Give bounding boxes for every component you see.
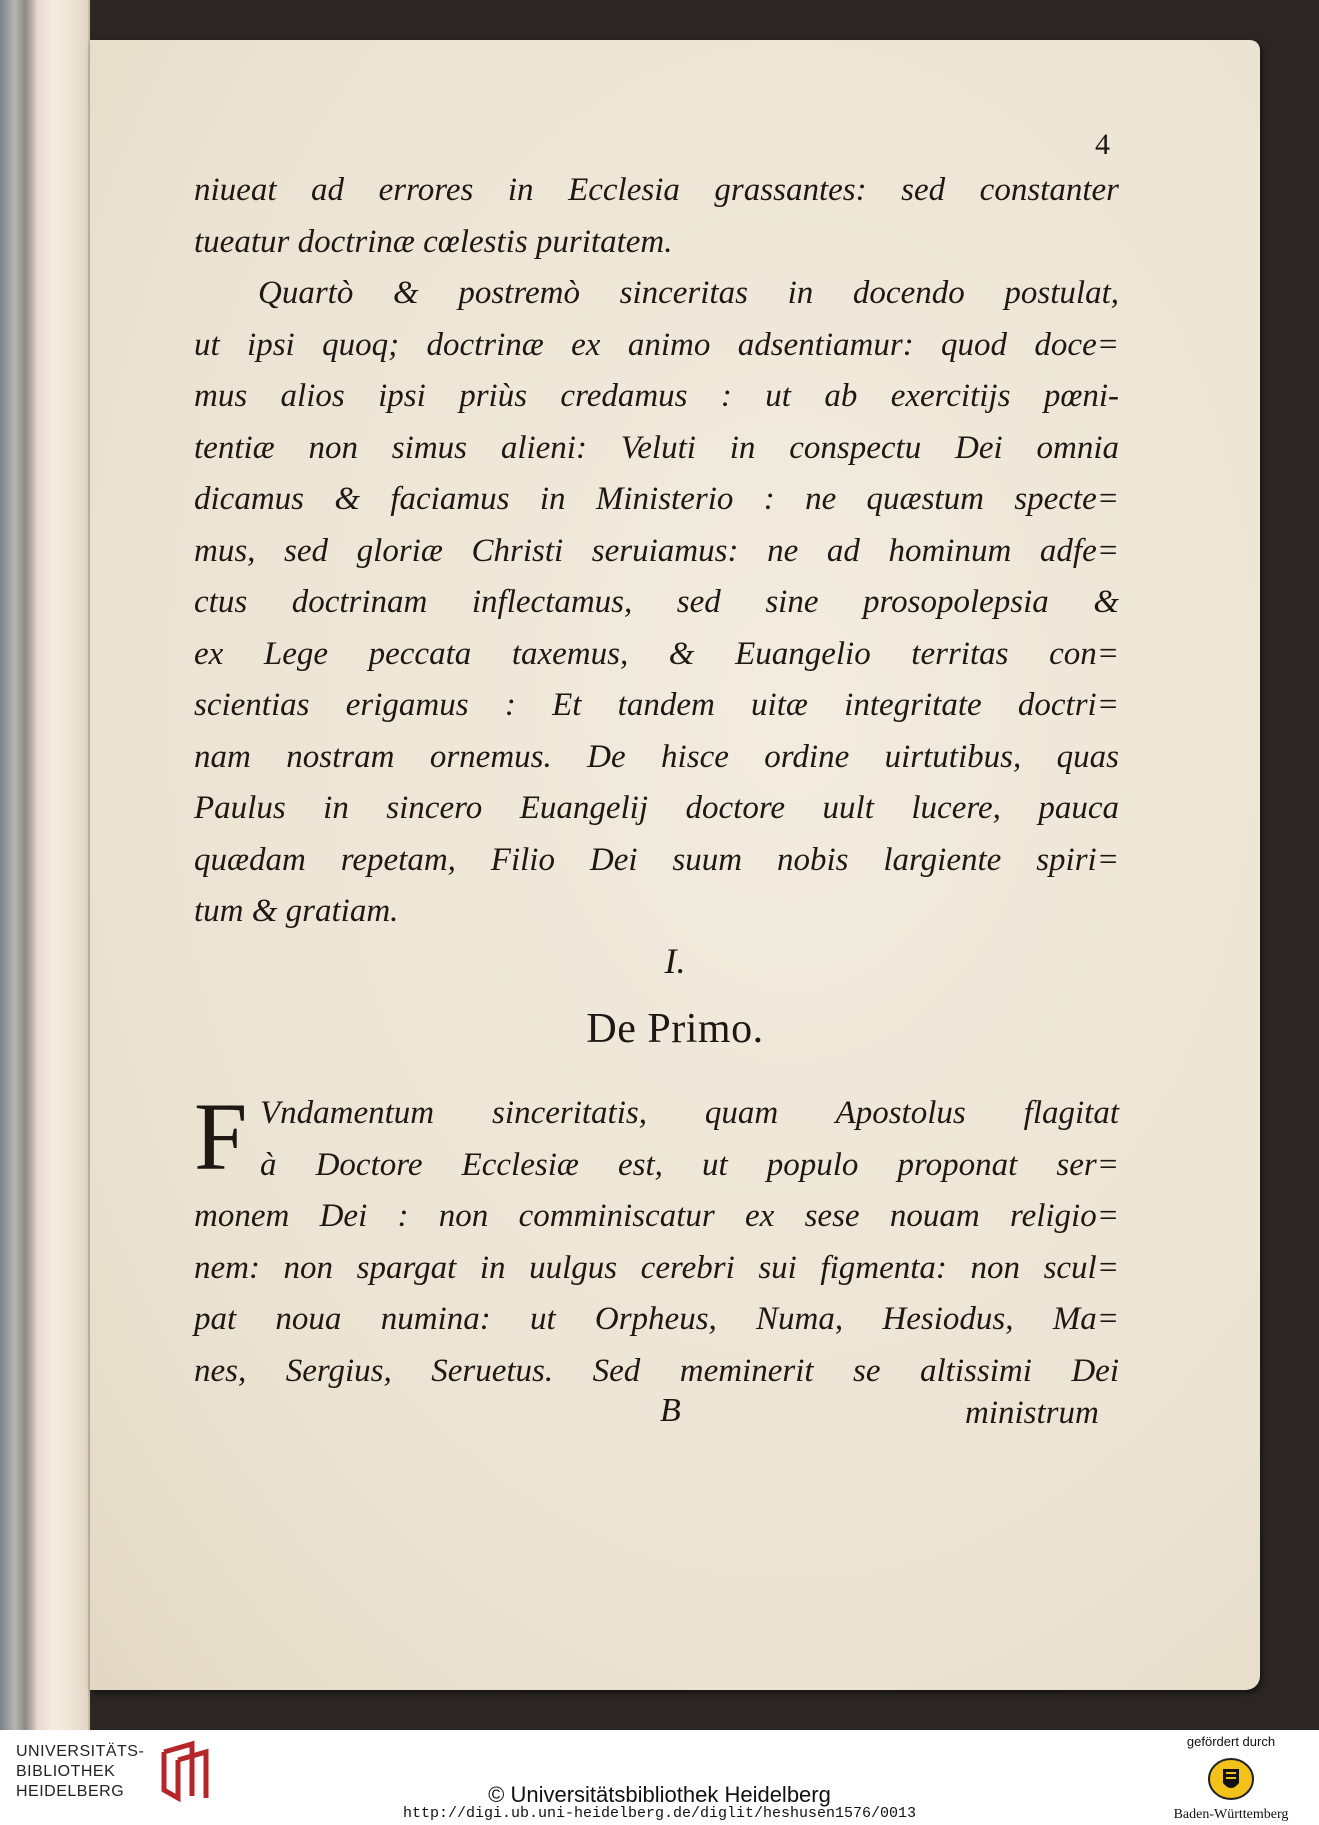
text-line: mus, sed gloriæ Christi seruiamus: ne ad hominum adfe= <box>194 532 1119 569</box>
text-line: nes, Sergius, Seruetus. Sed meminerit se altissimi Dei <box>194 1352 1119 1389</box>
coat-of-arms-icon <box>1207 1755 1255 1803</box>
drop-capital: F <box>194 1083 248 1190</box>
text-line: quædam repetam, Filio Dei suum nobis largiente spiri= <box>194 841 1119 878</box>
text-line: Quartò & postremò sinceritas in docendo postulat, <box>258 275 1119 311</box>
permalink-url[interactable]: http://digi.ub.uni-heidelberg.de/diglit/heshusen1576/0013 <box>402 1805 917 1822</box>
text-line: Vndamentum sinceritatis, quam Apostolus flagitat <box>260 1095 1119 1131</box>
book-spine <box>0 0 36 1730</box>
text-line: monem Dei : non comminiscatur ex sese nouam religio= <box>194 1198 1119 1234</box>
catchword: ministrum <box>965 1395 1099 1431</box>
text-line: ut ipsi quoq; doctrinæ ex animo adsentiamur: quod doce= <box>194 326 1119 363</box>
section-heading: De Primo. <box>586 1006 764 1052</box>
text-line: tentiæ non simus alieni: Veluti in conspectu Dei omnia <box>194 429 1119 466</box>
folio-number: 4 <box>1095 128 1110 161</box>
text-line: ctus doctrinam inflectamus, sed sine prosopolepsia & <box>194 584 1119 620</box>
library-name-line: HEIDELBERG <box>16 1783 125 1800</box>
text-line: pat noua numina: ut Orpheus, Numa, Hesiodus, Ma= <box>194 1301 1119 1337</box>
text-line: tueatur doctrinæ cœlestis puritatem. <box>194 223 673 260</box>
library-name-line: UNIVERSITÄTS- <box>16 1743 145 1760</box>
sponsor-label: gefördert durch <box>1186 1734 1276 1749</box>
book-page <box>90 40 1260 1690</box>
sponsor-block <box>1171 1734 1291 1823</box>
body-text-bottom <box>194 1083 1119 1397</box>
text-line: Paulus in sincero Euangelij doctore uult lucere, pauca <box>194 790 1119 826</box>
page-gutter <box>36 0 90 1730</box>
text-line: mus alios ipsi priùs credamus : ut ab exercitijs pœni- <box>194 378 1119 414</box>
library-name-line: BIBLIOTHEK <box>16 1763 116 1780</box>
text-line: scientias erigamus : Et tandem uitæ integritate doctri= <box>194 687 1119 723</box>
copyright-text: © Universitätsbibliothek Heidelberg <box>488 1782 831 1807</box>
body-text-top <box>194 165 1119 938</box>
text-line: à Doctore Ecclesiæ est, ut populo proponat ser= <box>260 1146 1119 1183</box>
footer-bar <box>0 1730 1319 1825</box>
text-line: tum & gratiam. <box>194 893 399 929</box>
section-number: I. <box>664 941 686 981</box>
sponsor-name: Baden-Württemberg <box>1173 1807 1289 1822</box>
signature-mark: B <box>660 1392 681 1429</box>
text-line: nem: non spargat in uulgus cerebri sui figmenta: non scul= <box>194 1249 1119 1286</box>
text-line: dicamus & faciamus in Ministerio : ne quæstum specte= <box>194 481 1119 517</box>
text-line: niueat ad errores in Ecclesia grassantes: sed constanter <box>194 172 1119 208</box>
text-line: ex Lege peccata taxemus, & Euangelio territas con= <box>194 635 1119 672</box>
text-line: nam nostram ornemus. De hisce ordine uirtutibus, quas <box>194 738 1119 775</box>
